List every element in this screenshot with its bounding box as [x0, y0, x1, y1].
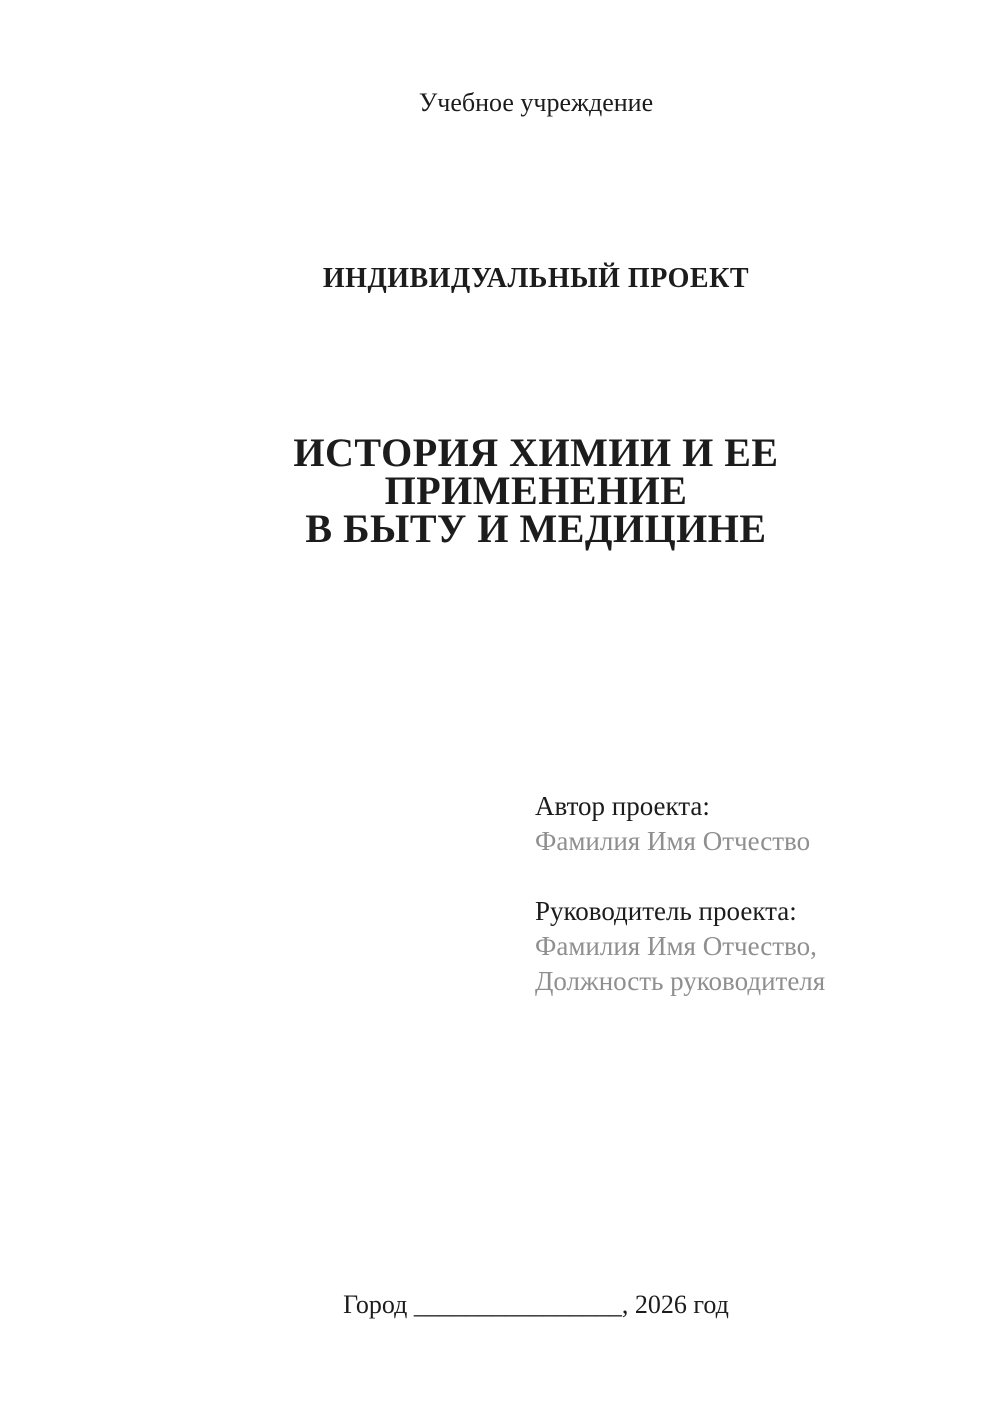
credits-spacer	[535, 859, 825, 894]
year-text: , 2026 год	[621, 1290, 729, 1319]
author-name-placeholder: Фамилия Имя Отчество	[535, 826, 811, 856]
author-label: Автор проекта:	[535, 791, 710, 821]
institution-name: Учебное учреждение	[418, 88, 654, 117]
project-title-line-2: В БЫТУ И МЕДИЦИНЕ	[305, 506, 767, 551]
supervisor-label: Руководитель проекта:	[535, 896, 797, 926]
credits-block	[535, 789, 825, 999]
supervisor-position-placeholder: Должность руководителя	[535, 966, 826, 996]
city-blank-line: ________________	[413, 1290, 622, 1319]
city-year-line	[143, 1288, 929, 1322]
project-title	[143, 430, 929, 551]
supervisor-name-placeholder: Фамилия Имя Отчество,	[535, 931, 817, 961]
city-label: Город	[343, 1290, 414, 1319]
project-type-heading: ИНДИВИДУАЛЬНЫЙ ПРОЕКТ	[322, 263, 750, 294]
project-title-line-1: ИСТОРИЯ ХИМИИ И ЕЕ ПРИМЕНЕНИЕ	[293, 430, 779, 513]
